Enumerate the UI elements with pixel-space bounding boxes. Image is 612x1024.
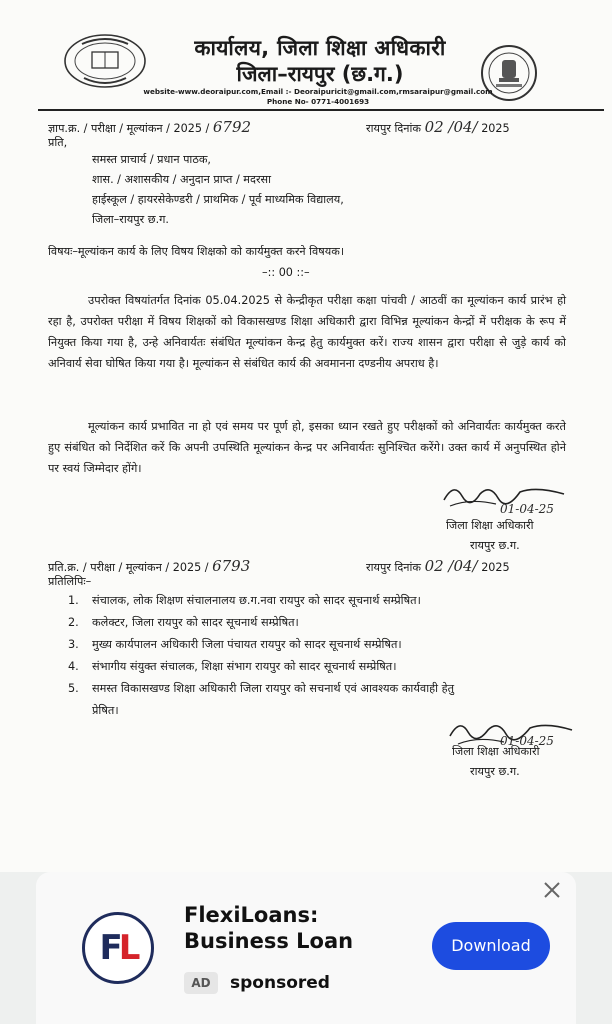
signatory-place: रायपुर छ.ग. xyxy=(470,765,520,778)
copy-memo-date-handwritten: 02 /04/ xyxy=(424,557,478,575)
to-line: समस्त प्राचार्य / प्रधान पाठक, xyxy=(92,153,211,166)
download-button[interactable]: Download xyxy=(432,922,550,970)
signatory-designation: जिला शिक्षा अधिकारी xyxy=(452,745,540,758)
to-line: शास. / अशासकीय / अनुदान प्राप्त / मदरसा xyxy=(92,173,271,186)
ad-banner[interactable] xyxy=(36,872,576,1024)
office-district: जिला–रायपुर (छ.ग.) xyxy=(236,62,404,86)
body-paragraph: मूल्यांकन कार्य प्रभावित ना हो एवं समय पर पूर्ण हो, इसका ध्यान रखते हुए परीक्षकों को अनिवार्यतः कार्यमुक्त करते हुए संबंधित को निर्देशित करें कि अपनी उपस्थिति मूल्यांकन केन्द्र पर अनिवार्यतः सुनिश्चित करेंगे। उक्त कार्य में अनुपस्थित होने पर स्वयं जिम्मेदार होंगे। xyxy=(48,420,566,475)
close-icon[interactable] xyxy=(540,878,564,902)
list-item: 4. संभागीय संयुक्त संचालक, शिक्षा संभाग रायपुर को सादर सूचनार्थ सम्प्रेषित। xyxy=(68,660,397,673)
signatory-designation: जिला शिक्षा अधिकारी xyxy=(446,519,534,532)
list-item: 5. समस्त विकासखण्ड शिक्षा अधिकारी जिला रायपुर को सचनार्थ एवं आवश्यक कार्यवाही हेतु xyxy=(68,682,455,695)
copy-memo-date: रायपुर दिनांक 02 /04/ 2025 xyxy=(366,557,510,575)
copy-memo-number-handwritten: 6793 xyxy=(212,557,251,575)
sponsored-label: sponsored xyxy=(230,973,330,993)
advertiser-logo[interactable]: FL xyxy=(82,912,154,984)
subject-line: विषयः–मूल्यांकन कार्य के लिए विषय शिक्षको को कार्यमुक्त करने विषयक। xyxy=(48,245,345,258)
to-line: हाईस्कूल / हायरसेकेण्डरी / प्राथमिक / पूर्व माध्यमिक विद्यालय, xyxy=(92,193,344,206)
header-divider xyxy=(38,109,604,111)
education-seal-logo xyxy=(62,32,148,90)
memo-number: ज्ञाप.क्र. / परीक्षा / मूल्यांकन / 2025 / 6792 xyxy=(48,118,252,136)
office-phone: Phone No- 0771-4001693 xyxy=(266,97,370,106)
memo-date: रायपुर दिनांक 02 /04/ 2025 xyxy=(366,118,510,136)
to-label: प्रति, xyxy=(48,136,68,149)
list-item-continuation: प्रेषित। xyxy=(92,704,119,717)
copy-memo-number: प्रति.क्र. / परीक्षा / मूल्यांकन / 2025 / 6793 xyxy=(48,557,251,575)
list-item: 2. कलेक्टर, जिला रायपुर को सादर सूचनार्थ सम्प्रेषित। xyxy=(68,616,299,629)
ad-badge: AD xyxy=(184,972,218,994)
memo-number-handwritten: 6792 xyxy=(212,118,252,136)
copies-label: प्रतिलिपिः– xyxy=(48,575,92,588)
ad-title[interactable]: FlexiLoans: Business Loan xyxy=(184,903,354,953)
list-item: 3. मुख्य कार्यपालन अधिकारी जिला पंचायत रायपुर को सादर सूचनार्थ सम्प्रेषित। xyxy=(68,638,402,651)
to-line: जिला–रायपुर छ.ग. xyxy=(92,213,169,226)
signature-date: 01-04-25 xyxy=(500,502,554,516)
office-contact: website-www.deoraipur.com,Email :- Deoraipuricit@gmail.com,rmsaraipur@gmail.com xyxy=(143,87,493,96)
separator: –:: 00 ::– xyxy=(262,266,310,279)
list-item: 1. संचालक, लोक शिक्षण संचालनालय छ.ग.नवा रायपुर को सादर सूचनार्थ सम्प्रेषित। xyxy=(68,594,421,607)
office-title: कार्यालय, जिला शिक्षा अधिकारी xyxy=(194,36,446,60)
signatory-place: रायपुर छ.ग. xyxy=(470,539,520,552)
body-paragraph: उपरोक्त विषयांतर्गत दिनांक 05.04.2025 से केन्द्रीकृत परीक्षा कक्षा पांचवी / आठवीं का मूल्यांकन कार्य प्रारंभ हो रहा है, उपरोक्त परीक्षा में विषय शिक्षकों को विकासखण्ड शिक्षा अधिकारी द्वारा विभिन्न मूल्यांकन केन्द्रों में परीक्षक के रूप में नियुक्त किया गया है, उन्हे अनिवार्यतः संबंधित मूल्यांकन केन्द्र हेतु कार्यमुक्त करें। राज्य शासन द्वारा परीक्षा से जुड़े कार्य को अनिवार्य सेवा घोषित किया गया है। मूल्यांकन से संबंधित कार्य की अवमानना दण्डनीय अपराध है। xyxy=(48,294,566,370)
signature-date: 01-04-25 xyxy=(500,734,554,748)
copy-list xyxy=(68,590,568,722)
memo-date-handwritten: 02 /04/ xyxy=(424,118,478,136)
